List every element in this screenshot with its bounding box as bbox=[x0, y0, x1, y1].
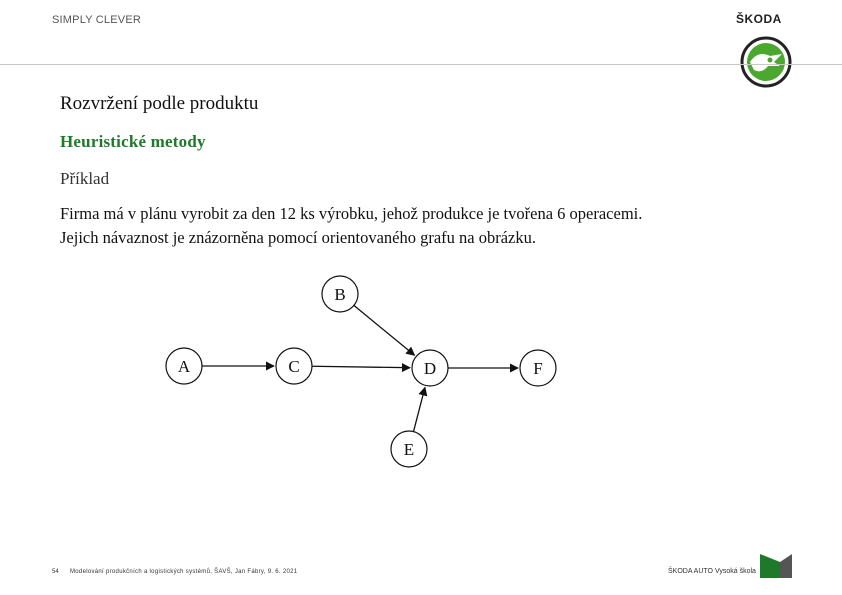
edge-c-d bbox=[312, 366, 410, 367]
node-label: A bbox=[177, 357, 191, 376]
node-label: D bbox=[423, 359, 437, 378]
paragraph-line-2: Jejich návaznost je znázorněna pomocí orientovaného grafu na obrázku. bbox=[60, 228, 537, 247]
node-e bbox=[391, 431, 427, 467]
footer-citation: Modelování produkčních a logistických systémů, ŠAVŠ, Jan Fábry, 9. 6. 2021 bbox=[70, 569, 298, 575]
node-label: B bbox=[334, 285, 346, 304]
node-f bbox=[520, 350, 556, 386]
page-number: 54 bbox=[52, 569, 59, 575]
brand-wordmark: ŠKODA bbox=[736, 12, 782, 26]
node-b bbox=[322, 276, 358, 312]
paragraph-line-1: Firma má v plánu vyrobit za den 12 ks výrobku, jehož produkce je tvořena 6 operacemi. bbox=[60, 204, 643, 223]
slide-subtitle: Heuristické metody bbox=[60, 132, 206, 151]
edge-e-d bbox=[414, 387, 425, 431]
node-label: F bbox=[533, 359, 543, 378]
node-d bbox=[412, 350, 448, 386]
footer-brand: ŠKODA AUTO Vysoká škola bbox=[668, 568, 756, 575]
slide-title: Rozvržení podle produktu bbox=[60, 93, 259, 114]
tagline: SIMPLY CLEVER bbox=[52, 14, 142, 26]
edge-b-d bbox=[354, 305, 415, 355]
node-label: E bbox=[403, 440, 415, 459]
node-a bbox=[166, 348, 202, 384]
example-label: Příklad bbox=[60, 169, 110, 188]
node-label: C bbox=[288, 357, 300, 376]
footer-logo-icon bbox=[758, 552, 794, 580]
node-c bbox=[276, 348, 312, 384]
